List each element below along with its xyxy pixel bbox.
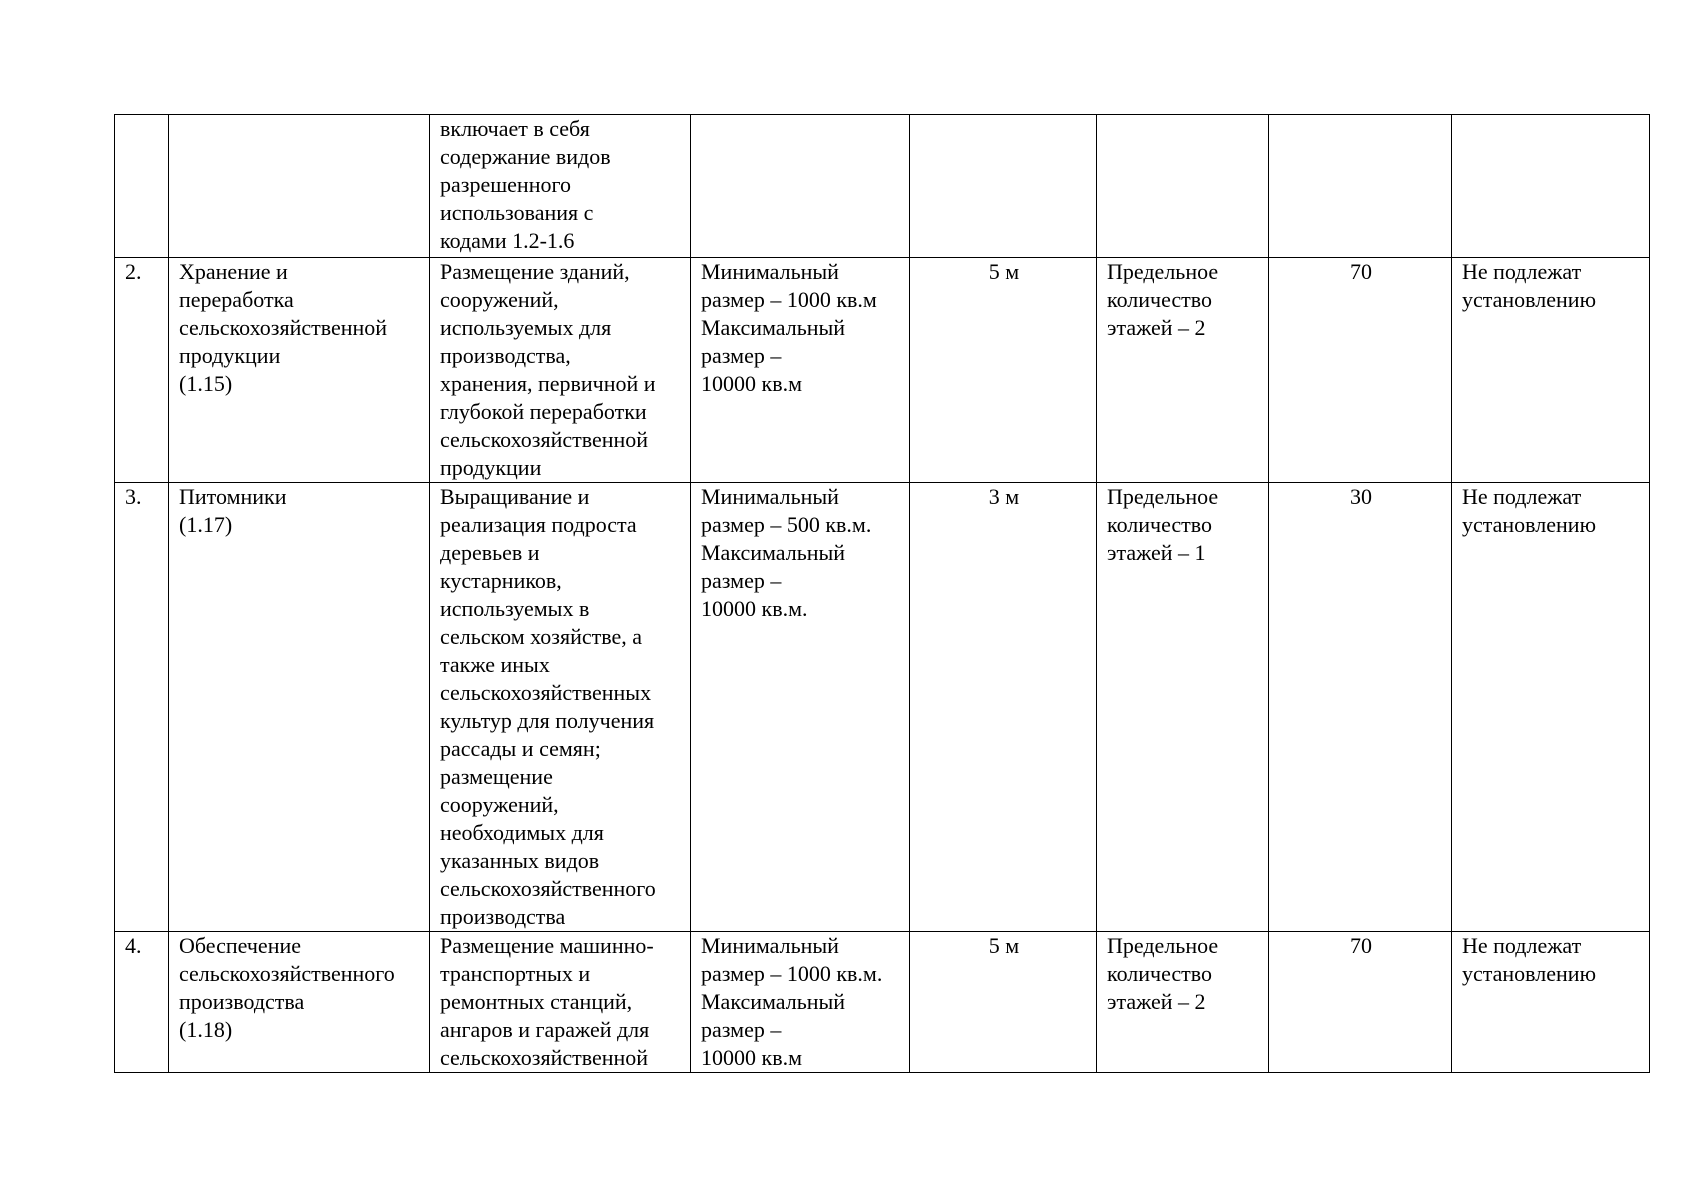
restrictions-cell: Не подлежат установлению <box>1452 258 1650 483</box>
plot-size-cell <box>691 115 910 258</box>
floors-limit-cell: Предельное количество этажей – 1 <box>1097 483 1269 932</box>
use-type-name-cell <box>169 115 430 258</box>
use-description-cell: Размещение машинно- транспортных и ремонтных станций, ангаров и гаражей для сельскохозяйственной <box>430 932 691 1073</box>
setback-cell: 5 м <box>910 258 1097 483</box>
table-row <box>115 932 1650 1073</box>
restrictions-cell <box>1452 115 1650 258</box>
row-number-cell: 2. <box>115 258 169 483</box>
floors-limit-cell: Предельное количество этажей – 2 <box>1097 258 1269 483</box>
floors-limit-cell <box>1097 115 1269 258</box>
row-number-cell <box>115 115 169 258</box>
use-description-cell: Размещение зданий, сооружений, используемых для производства, хранения, первичной и глубокой переработки сельскохозяйственной продукции <box>430 258 691 483</box>
setback-cell: 3 м <box>910 483 1097 932</box>
use-description-cell: включает в себя содержание видов разрешенного использования с кодами 1.2-1.6 <box>430 115 691 258</box>
table-row <box>115 483 1650 932</box>
zoning-regulations-table <box>114 114 1650 1073</box>
table-row <box>115 258 1650 483</box>
restrictions-cell: Не подлежат установлению <box>1452 932 1650 1073</box>
use-type-name-cell: Обеспечение сельскохозяйственного производства (1.18) <box>169 932 430 1073</box>
coverage-percent-cell <box>1269 115 1452 258</box>
coverage-percent-cell: 70 <box>1269 932 1452 1073</box>
table-row <box>115 115 1650 258</box>
use-type-name-cell: Хранение и переработка сельскохозяйственной продукции (1.15) <box>169 258 430 483</box>
coverage-percent-cell: 70 <box>1269 258 1452 483</box>
setback-cell: 5 м <box>910 932 1097 1073</box>
plot-size-cell: Минимальный размер – 1000 кв.м Максимальный размер – 10000 кв.м <box>691 258 910 483</box>
use-type-name-cell: Питомники (1.17) <box>169 483 430 932</box>
row-number-cell: 4. <box>115 932 169 1073</box>
coverage-percent-cell: 30 <box>1269 483 1452 932</box>
use-description-cell: Выращивание и реализация подроста деревьев и кустарников, используемых в сельском хозяйстве, а также иных сельскохозяйственных культур для получения рассады и семян; размещение сооружений, необходимых для указанных видов сельскохозяйственного производства <box>430 483 691 932</box>
restrictions-cell: Не подлежат установлению <box>1452 483 1650 932</box>
plot-size-cell: Минимальный размер – 500 кв.м. Максимальный размер – 10000 кв.м. <box>691 483 910 932</box>
plot-size-cell: Минимальный размер – 1000 кв.м. Максимальный размер – 10000 кв.м <box>691 932 910 1073</box>
setback-cell <box>910 115 1097 258</box>
floors-limit-cell: Предельное количество этажей – 2 <box>1097 932 1269 1073</box>
row-number-cell: 3. <box>115 483 169 932</box>
